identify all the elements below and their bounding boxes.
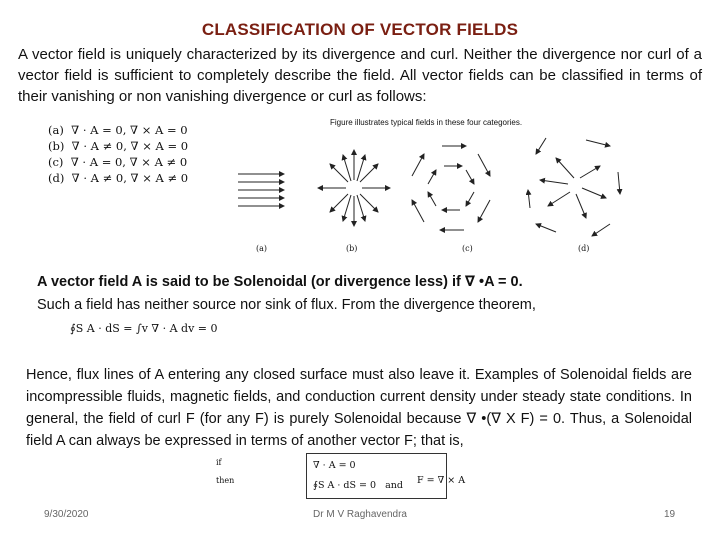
category-b: (b) ∇ · A ≠ 0, ∇ × A = 0 — [48, 139, 189, 153]
divergence-theorem-equation: ∮S A · dS = ∫v ∇ · A dv = 0 — [70, 322, 218, 335]
field-panel-b-source — [312, 128, 396, 238]
box-line-1: ∇ · A = 0 — [313, 460, 356, 471]
if-label: if — [216, 458, 222, 467]
panel-label-b: (b) — [346, 244, 358, 253]
curl-expression: F = ∇ × A — [417, 475, 466, 486]
field-panel-a-uniform — [226, 128, 308, 238]
field-panel-d-mixed — [526, 128, 626, 244]
solenoidal-note: Such a field has neither source nor sink of flux. From the divergence theorem, — [37, 297, 536, 313]
panel-label-c: (c) — [462, 244, 473, 253]
panel-label-d: (d) — [578, 244, 590, 253]
box-line-2: ∮S A · dS = 0 and — [313, 480, 403, 491]
solenoidal-paragraph: Hence, flux lines of A entering any closed surface must also leave it. Examples of Solenoidal fields are incompressible fluids, magnetic fields, and conduction current density under steady state conditions. In general, the field of curl F (for any F) is purely Solenoidal because ∇ •(∇ X F) = 0. Thus, a Solenoidal field A can always be expressed in terms of another vector F; that is, — [26, 367, 692, 449]
footer-page-number: 19 — [664, 509, 676, 520]
slide-title: CLASSIFICATION OF VECTOR FIELDS — [201, 20, 519, 39]
footer-author: Dr M V Raghavendra — [313, 509, 407, 520]
solenoidal-definition: A vector field A is said to be Solenoidal (or divergence less) if ∇ •A = 0. — [37, 274, 523, 290]
figure-caption: Figure illustrates typical fields in these four categories. — [330, 118, 523, 127]
category-list — [48, 122, 188, 186]
then-label: then — [216, 476, 235, 485]
panel-label-a: (a) — [256, 244, 268, 253]
category-d: (d) ∇ · A ≠ 0, ∇ × A ≠ 0 — [48, 171, 189, 185]
intro-paragraph: A vector field is uniquely characterized by its divergence and curl. Neither the divergence nor curl of a vector field is sufficient to completely describe the field. All vector fields can be classified in terms of their vanishing or non vanishing divergence or curl as follows: — [18, 46, 702, 105]
footer-date: 9/30/2020 — [44, 509, 89, 520]
field-panel-c-curl — [404, 128, 500, 238]
category-a: (a) ∇ · A = 0, ∇ × A = 0 — [48, 123, 188, 137]
and-label: and — [385, 480, 403, 491]
category-c: (c) ∇ · A = 0, ∇ × A ≠ 0 — [48, 155, 188, 169]
